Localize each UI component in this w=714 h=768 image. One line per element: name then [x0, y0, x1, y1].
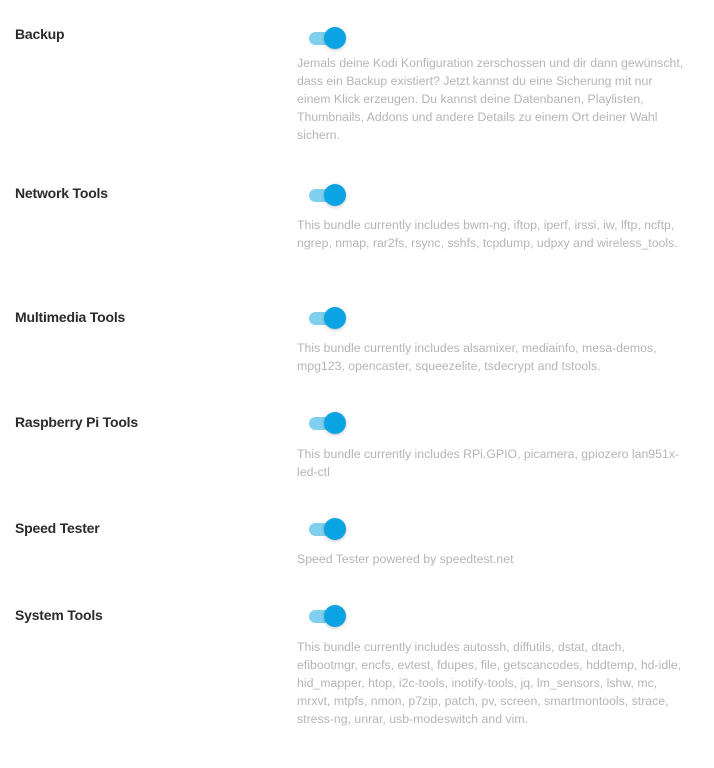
setting-title-speed-tester: Speed Tester — [15, 520, 100, 536]
speed-tester-toggle[interactable] — [309, 516, 347, 542]
toggle-knob[interactable] — [324, 518, 346, 540]
setting-description-backup: Jemals deine Kodi Konfiguration zerschossen und dir dann gewünscht, dass ein Backup existiert? Jetzt kannst du eine Sicherung mit nur einem Klick erzeugen. Du kannst deine Datenbanen, Playlisten, Thumbnails, Addons und andere Details zu einem Ort deiner Wahl sichern. — [297, 56, 684, 143]
toggle-knob[interactable] — [324, 412, 346, 434]
setting-description-network-tools: This bundle currently includes bwm-ng, iftop, iperf, irssi, iw, lftp, ncftp, ngrep, nmap, rar2fs, rsync, sshfs, tcpdump, udpxy and wireless_tools. — [297, 218, 678, 251]
system-tools-toggle[interactable] — [309, 603, 347, 629]
setting-description-raspberry-pi-tools: This bundle currently includes RPi.GPIO, picamera, gpiozero lan951x-led-ctl — [297, 447, 680, 480]
setting-description-speed-tester: Speed Tester powered by speedtest.net — [297, 552, 514, 566]
setting-title-backup: Backup — [15, 26, 65, 42]
backup-toggle[interactable] — [309, 25, 347, 51]
setting-title-raspberry-pi-tools: Raspberry Pi Tools — [15, 414, 138, 430]
toggle-knob[interactable] — [324, 605, 346, 627]
toggle-knob[interactable] — [324, 27, 346, 49]
toggle-knob[interactable] — [324, 184, 346, 206]
setting-title-network-tools: Network Tools — [15, 185, 108, 201]
setting-description-system-tools: This bundle currently includes autossh, diffutils, dstat, dtach, efibootmgr, encfs, evtest, fdupes, file, getscancodes, hddtemp, hd-idle, hid_mapper, htop, i2c-tools, inotify-tools, jq, lm_sensors, lshw, mc, mrxvt, mtpfs, nmon, p7zip, patch, pv, screen, smartmontools, strace, stress-ng, unrar, usb-modeswitch and vim. — [297, 640, 682, 727]
raspberry-pi-tools-toggle[interactable] — [309, 410, 347, 436]
toggle-knob[interactable] — [324, 307, 346, 329]
setting-title-system-tools: System Tools — [15, 607, 103, 623]
setting-title-multimedia-tools: Multimedia Tools — [15, 309, 126, 325]
setting-description-multimedia-tools: This bundle currently includes alsamixer, mediainfo, mesa-demos, mpg123, opencaster, squeezelite, tsdecrypt and tstools. — [297, 341, 657, 374]
multimedia-tools-toggle[interactable] — [309, 305, 347, 331]
network-tools-toggle[interactable] — [309, 182, 347, 208]
